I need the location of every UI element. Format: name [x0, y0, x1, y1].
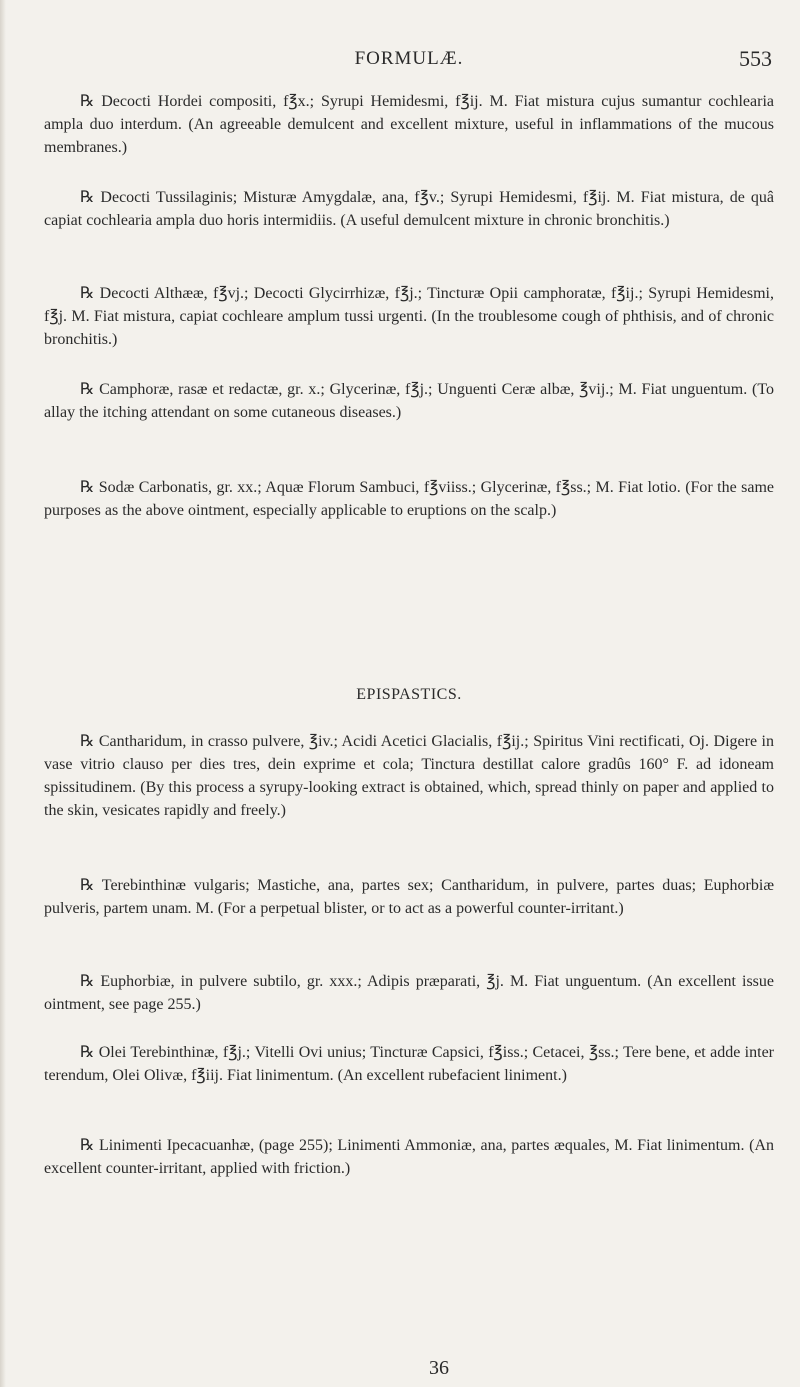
page-number: 553	[739, 46, 772, 71]
formula-entry: ℞ Cantharidum, in crasso pulvere, ℥iv.; Acidi Acetici Glacialis, f℥ij.; Spiritus Vini rectificati, Oj. Digere in vase vitrio clauso per dies tres, dein exprime et cola; Tinctura destillat calore gradûs 160° F. ad idoneam spissitudinem. (By this process a syrupy-looking extract is obtained, which, spread thinly on paper and applied to the skin, vesicates rapidly and freely.)	[44, 733, 774, 819]
formula-entry: ℞ Sodæ Carbonatis, gr. xx.; Aquæ Florum Sambuci, f℥viiss.; Glycerinæ, f℥ss.; M. Fiat lotio. (For the same purposes as the above ointment, especially applicable to eruptions on the scalp.)	[44, 479, 774, 519]
binding-edge	[0, 0, 6, 1387]
running-header	[44, 46, 774, 76]
signature-mark: 36	[429, 1357, 449, 1379]
formula-entry: ℞ Terebinthinæ vulgaris; Mastiche, ana, partes sex; Cantharidum, in pulvere, partes duas; Euphorbiæ pulveris, partem unam. M. (For a perpetual blister, or to act as a powerful counter-irritant.)	[44, 877, 774, 917]
formula-entry: ℞ Camphoræ, rasæ et redactæ, gr. x.; Glycerinæ, f℥j.; Unguenti Ceræ albæ, ℥vij.; M. Fiat unguentum. (To allay the itching attendant on some cutaneous diseases.)	[44, 381, 774, 421]
formula-entry: ℞ Decocti Hordei compositi, f℥x.; Syrupi Hemidesmi, f℥ij. M. Fiat mistura cujus sumantur cochlearia ampla duo interdum. (An agreeable demulcent and excellent mixture, useful in inflammations of the mucous membranes.)	[44, 93, 774, 156]
formula-entry: ℞ Decocti Tussilaginis; Misturæ Amygdalæ, ana, f℥v.; Syrupi Hemidesmi, f℥ij. M. Fiat mistura, de quâ capiat cochlearia ampla duo horis intermidiis. (A useful demulcent mixture in chronic bronchitis.)	[44, 189, 774, 229]
formula-entry: ℞ Olei Terebinthinæ, f℥j.; Vitelli Ovi unius; Tincturæ Capsici, f℥iss.; Cetacei, ℥ss.; Tere bene, et adde inter terendum, Olei Olivæ, f℥iij. Fiat linimentum. (An excellent rubefacient liniment.)	[44, 1044, 774, 1084]
section-heading: EPISPASTICS.	[356, 686, 462, 703]
book-page	[44, 0, 774, 1387]
formula-entry: ℞ Decocti Althææ, f℥vj.; Decocti Glycirrhizæ, f℥j.; Tincturæ Opii camphoratæ, f℥ij.; Syrupi Hemidesmi, f℥j. M. Fiat mistura, capiat cochleare amplum tussi urgenti. (In the troublesome cough of phthisis, and of chronic bronchitis.)	[44, 285, 774, 348]
formula-entry: ℞ Euphorbiæ, in pulvere subtilo, gr. xxx.; Adipis præparati, ℥j. M. Fiat unguentum. (An excellent issue ointment, see page 255.)	[44, 973, 774, 1013]
running-title: FORMULÆ.	[354, 48, 464, 69]
formula-entry: ℞ Linimenti Ipecacuanhæ, (page 255); Linimenti Ammoniæ, ana, partes æquales, M. Fiat linimentum. (An excellent counter-irritant, applied with friction.)	[44, 1137, 774, 1177]
